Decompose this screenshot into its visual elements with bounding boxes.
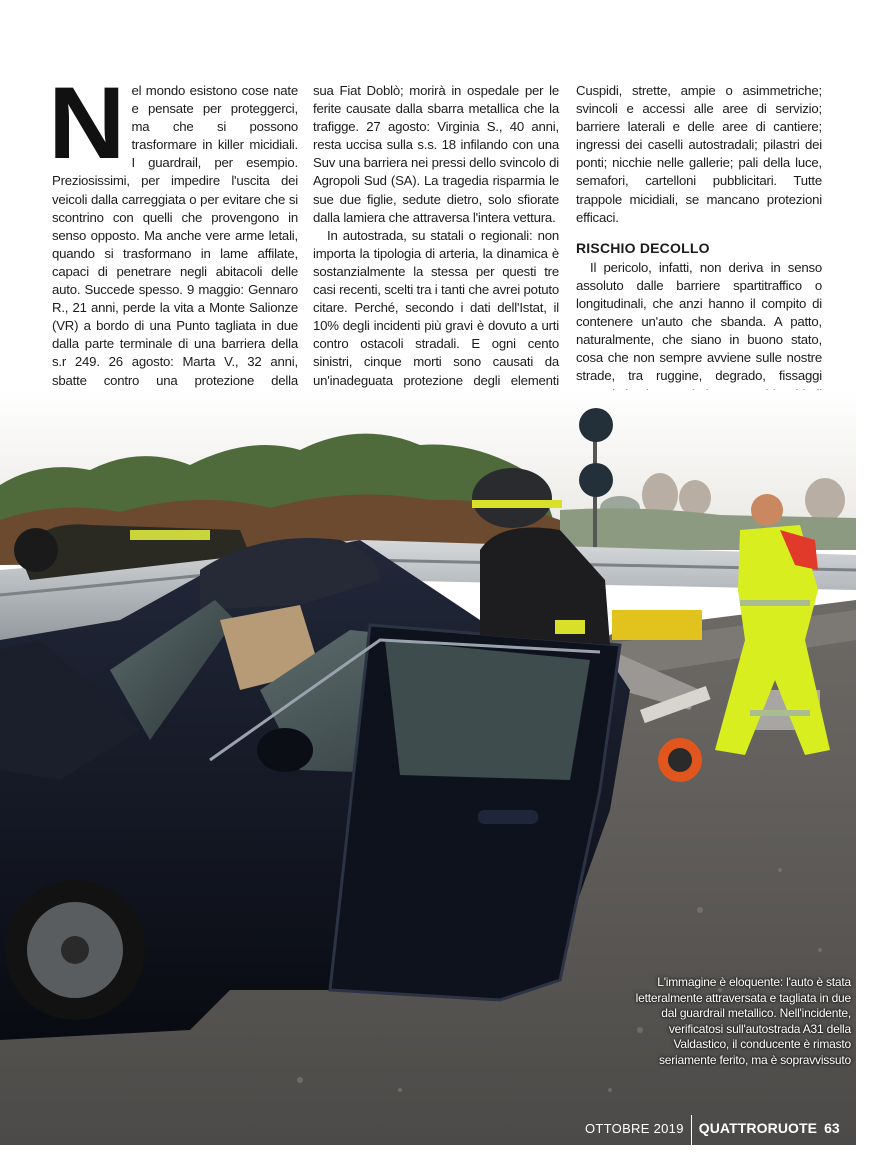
paragraph-text: Il pericolo, infatti, non deriva in senso assoluto dalle barriere spartitraffico o longitudinali, che anzi hanno il compito di contenere un'auto che sbanda. A patto, naturalmente, che siano in buono stato, cosa che non sempre avviene sulle nostre strade, tra ruggine, degrado, fissaggi: [576, 259, 822, 384]
text-column-2: [313, 82, 559, 408]
page-footer: [585, 1118, 840, 1138]
page-number: 63: [824, 1120, 840, 1136]
paragraph: In autostrada, su statali o regionali: non importa la tipologia di arteria, la dinamica è sostanzialmente la stessa per questi tre casi recenti, scelti tra i tanti che avrei potuto citare. Perché, secondo i dati dell'Istat, il 10% degli incidenti più gravi è dovuto a urti contro ostacoli stradali. E ogni cento sinistri, cinque morti sono causati da un'inadeguata protezione degli elementi: [313, 227, 560, 388]
footer-divider: [691, 1115, 692, 1161]
drop-cap: N: [48, 66, 126, 180]
paragraph: Cuspidi, strette, ampie o asimmetriche; svincoli e accessi alle aree di servizio; barriere laterali e delle aree di cantiere; ingressi dei caselli autostradali; pilastri dei ponti; nicchie nelle gallerie; pali della luce, semafori, cartelloni pubblicitari. Tutte trappole micidiali, se mancano protezioni efficaci.: [576, 83, 822, 225]
magazine-logo: QUATTRORUOTE: [698, 1120, 818, 1136]
photo-caption: L'immagine è eloquente: l'auto è stata letteralmente attraversata e tagliata in due dal guardrail metallico. Nell'incidente, verificatosi sull'autostrada A31 della Valdastico, il conducente è rimasto seriamente ferito, ma è sopravvissuto: [635, 975, 851, 1067]
text-column-1: [48, 66, 298, 408]
paragraph: el mondo esistono cose nate e pensate per proteggerci, ma che si possono trasformare in killer micidiali. I guardrail, per esempio. Preziosissimi, per impedire l'uscita dei veicoli dalla carreggiata o per evitare che si scontrino con quelli che provengono in senso opposto. Ma anche vere arme letali, quando si trasformano in lame affilate, capaci di penetrare negli abitacoli delle auto. Succede spesso. 9 maggio: Gennaro R., 21 anni, perde la vita a Monte Salionze (VR) a bordo di una Punto tagliata in due dalla parte terminale di una barriera della s.r 249. 26 agosto: Marta V., 32 anni, sbatte contro una protezione della: [52, 83, 298, 388]
paragraph: sua Fiat Doblò; morirà in ospedale per le ferite causate dalla sbarra metallica che la trafigge. 27 agosto: Virginia S., 40 anni, resta uccisa sulla s.s. 18 infilando con una Suv una barriera nei pressi dello svincolo di Agropoli Sud (SA). La tragedia risparmia le sue due figlie, sedute dietro, solo sfiorate dalla lamiera che attraversa l'intera vettura.: [313, 83, 559, 225]
text-column-3: [576, 82, 822, 422]
section-subheading: RISCHIO DECOLLO: [576, 239, 710, 256]
issue-date: OTTOBRE 2019: [585, 1120, 684, 1136]
